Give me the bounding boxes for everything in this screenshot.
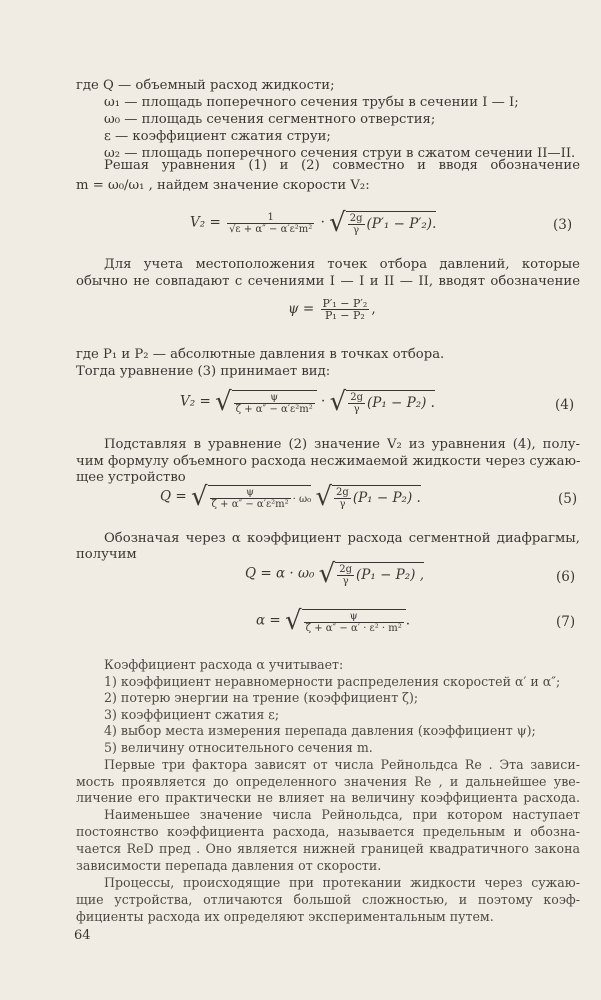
para4-line-1: Подставляя в уравнение (2) значение V₂ из уравнения (4), полу- bbox=[104, 437, 580, 452]
eq5-num: ψ bbox=[210, 487, 291, 499]
para8-line-1: Процессы, происходящие при протекании жидкости через сужаю- bbox=[104, 875, 580, 890]
eq4-radical-1: √ $\frac{\psi}{\text{ζ + α″ − α′ε²m²}}$ bbox=[215, 389, 317, 415]
eq6-rad-num: 2g bbox=[339, 563, 353, 575]
eq3-rad-fraction bbox=[348, 213, 365, 236]
para6-line-2: мость проявляется до определенного значения Re , и дальнейшее уве- bbox=[76, 774, 580, 789]
equation-6 bbox=[245, 561, 424, 587]
list-item-2: 2) потерю энергии на трение (коэффициент ζ); bbox=[104, 690, 419, 705]
eq5-radical-1: √ $\frac{\psi}{\text{ζ + α″ − α′ε²m²}}$ · ω₀ bbox=[190, 482, 312, 512]
eq5-radical-2: √ $\frac{2g}{\gamma}$ (P₁ − P₂) . bbox=[315, 482, 421, 512]
equation-3 bbox=[190, 210, 436, 236]
equation-5 bbox=[160, 484, 421, 510]
eq6-radical: √ $\frac{2g}{\gamma}$ (P₁ − P₂) , bbox=[318, 559, 425, 589]
list-item-3: 3) коэффициент сжатия ε; bbox=[104, 707, 280, 722]
equation-4 bbox=[180, 389, 435, 415]
intro-line-5: ω₂ — площадь поперечного сечения струи в сжатом сечении II—II. bbox=[104, 146, 576, 161]
para5-line-2: получим bbox=[76, 547, 137, 562]
eq6-rad-fraction bbox=[337, 564, 354, 587]
equation-5-number: (5) bbox=[558, 491, 578, 507]
eq5-mid: · ω₀ bbox=[292, 493, 312, 505]
para7-line-4: зависимости перепада давления от скорости. bbox=[76, 858, 382, 873]
equation-3-number: (3) bbox=[553, 217, 573, 233]
page-number: 64 bbox=[74, 928, 91, 943]
eq3-rad-den: γ bbox=[353, 224, 360, 236]
eq4-radical-2: √ $\frac{2g}{\gamma}$ (P₁ − P₂) . bbox=[329, 387, 435, 417]
eq3-coef-den: √ε + α″ − α′ε²m² bbox=[229, 223, 313, 235]
eq4-rad-num: 2g bbox=[350, 391, 363, 403]
eq5-rad-den: γ bbox=[339, 498, 346, 510]
equation-7 bbox=[256, 608, 410, 634]
para2-line-2: обычно не совпадают с сечениями I — I и II — II, вводят обозначение bbox=[76, 274, 580, 289]
eq4-den: ζ + α″ − α′ε²m² bbox=[235, 403, 313, 415]
eq4-mul: · bbox=[321, 393, 326, 410]
intro-line-1: где Q — объемный расход жидкости; bbox=[76, 78, 335, 93]
para6-line-1: Первые три фактора зависят от числа Рейнольдса Re . Эта зависи- bbox=[104, 757, 580, 772]
equation-4-number: (4) bbox=[555, 397, 575, 413]
eq4-fraction bbox=[234, 392, 315, 415]
para3-line-1: где P₁ и P₂ — абсолютные давления в точках отбора. bbox=[76, 347, 445, 362]
eq4-rad-fraction bbox=[348, 392, 365, 415]
eq3-left: V₂ = bbox=[190, 214, 221, 231]
eq5-rad-fraction bbox=[334, 487, 351, 510]
eqpsi-left: ψ = bbox=[288, 301, 315, 317]
eqpsi-tail: , bbox=[371, 301, 376, 317]
equation-6-number: (6) bbox=[556, 569, 576, 585]
eq5-den: ζ + α″ − α′ε²m² bbox=[211, 498, 289, 510]
eq7-radical: √ $\frac{\psi}{\text{ζ + α″ − α′ · ε² · m²}}$ bbox=[285, 608, 406, 634]
eq3-coef-fraction bbox=[227, 212, 314, 235]
equation-psi bbox=[288, 298, 376, 321]
para2-line-1: Для учета местоположения точек отбора давлений, которые bbox=[104, 257, 580, 272]
intro-line-3: ω₀ — площадь сечения сегментного отверстия; bbox=[104, 112, 436, 127]
eq4-left: V₂ = bbox=[180, 393, 211, 410]
list-item-1: 1) коэффициент неравномерности распределения скоростей α′ и α″; bbox=[104, 674, 561, 689]
eq3-radical: √ $\frac{2g}{\gamma}$ (P′₁ − P′₂). bbox=[329, 208, 437, 238]
intro-line-4: ε — коэффициент сжатия струи; bbox=[104, 129, 331, 144]
para3-line-2: Тогда уравнение (3) принимает вид: bbox=[76, 364, 331, 379]
eq7-fraction bbox=[304, 611, 404, 634]
eq7-left: α = bbox=[256, 612, 281, 629]
eq4-num: ψ bbox=[234, 392, 315, 404]
eq5-rad-rest: (P₁ − P₂) . bbox=[352, 489, 421, 506]
para7-line-2: постоянство коэффициента расхода, называется предельным и обозна- bbox=[76, 824, 580, 839]
intro-line-7: m = ω₀/ω₁ , найдем значение скорости V₂: bbox=[76, 178, 370, 193]
eqpsi-num: P′₁ − P′₂ bbox=[322, 297, 368, 310]
para8-line-3: фициенты расхода их определяют экспериментальным путем. bbox=[76, 909, 494, 924]
eq7-tail: . bbox=[405, 612, 411, 629]
eq6-rad-rest: (P₁ − P₂) , bbox=[356, 566, 425, 583]
eq7-den: ζ + α″ − α′ · ε² · m² bbox=[305, 622, 402, 634]
eq6-rad-den: γ bbox=[342, 575, 349, 587]
eq5-rad-num: 2g bbox=[336, 486, 349, 498]
para7-line-1: Наименьшее значение числа Рейнольдса, при котором наступает bbox=[104, 807, 580, 822]
list-item-4: 4) выбор места измерения перепада давления (коэффициент ψ); bbox=[104, 723, 536, 738]
eq6-left: Q = α · ω₀ bbox=[245, 565, 315, 582]
para8-line-2: щие устройства, отличаются большой сложностью, и поэтому коэф- bbox=[76, 892, 580, 907]
intro-line-2: ω₁ — площадь поперечного сечения трубы в сечении I — I; bbox=[104, 95, 519, 110]
eq4-rad-den: γ bbox=[353, 403, 360, 415]
eq3-rad-num: 2g bbox=[349, 212, 363, 224]
list-head: Коэффициент расхода α учитывает: bbox=[104, 657, 344, 672]
eq5-left: Q = bbox=[160, 488, 187, 505]
para5-line-1: Обозначая через α коэффициент расхода сегментной диафрагмы, bbox=[104, 531, 580, 546]
list-item-5: 5) величину относительного сечения m. bbox=[104, 740, 373, 755]
para4-line-3: щее устройство bbox=[76, 470, 186, 485]
intro-line-6: Решая уравнения (1) и (2) совместно и вводя обозначение bbox=[104, 158, 580, 173]
para4-line-2: чим формулу объемного расхода несжимаемой жидкости через сужаю- bbox=[76, 454, 581, 469]
eq7-num: ψ bbox=[304, 611, 404, 623]
eqpsi-den: P₁ − P₂ bbox=[324, 309, 365, 322]
para6-line-3: личение его практически не влияет на величину коэффициента расхода. bbox=[76, 790, 580, 805]
eq3-rad-rest: (P′₁ − P′₂). bbox=[366, 215, 437, 232]
eqpsi-fraction bbox=[321, 298, 370, 321]
eq3-mul: · bbox=[320, 214, 325, 231]
para7-line-3: чается ReD пред . Оно является нижней границей квадратичного закона bbox=[76, 841, 580, 856]
eq3-coef-num: 1 bbox=[227, 212, 314, 224]
eq4-rad-rest: (P₁ − P₂) . bbox=[366, 394, 435, 411]
equation-7-number: (7) bbox=[556, 614, 576, 630]
eq5-fraction bbox=[210, 487, 291, 510]
